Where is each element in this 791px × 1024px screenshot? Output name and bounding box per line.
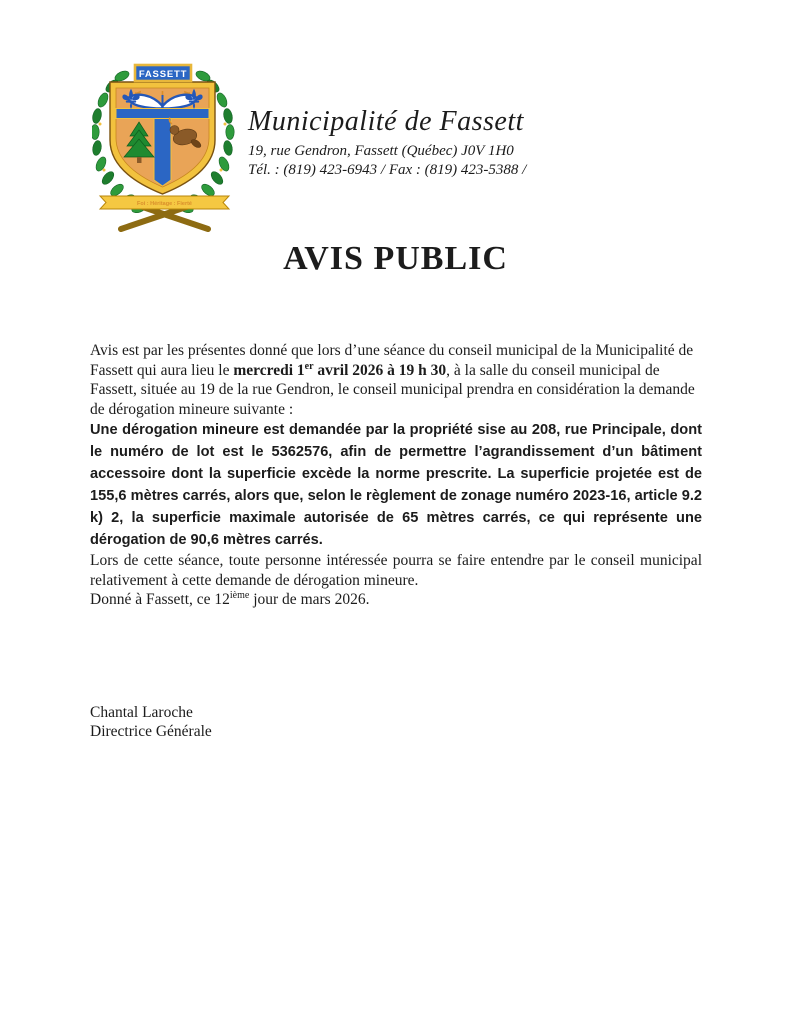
letterhead <box>248 106 526 180</box>
dateline-text-1: Donné à Fassett, ce 12 <box>90 591 230 608</box>
meeting-time-bold: avril 2026 à 19 h 30 <box>313 361 447 379</box>
municipal-crest <box>92 60 237 238</box>
dateline-text-2: jour de mars 2026. <box>249 591 370 608</box>
crest-graphic <box>92 60 237 238</box>
meeting-date-bold: mercredi 1 <box>233 361 305 379</box>
dateline-paragraph <box>90 590 702 610</box>
notice-body <box>90 341 702 742</box>
page-title: AVIS PUBLIC <box>283 240 508 277</box>
crest-banner-text: FASSETT <box>138 69 188 80</box>
audience-paragraph: Lors de cette séance, toute personne intéressée pourra se faire entendre par le conseil municipal relativement à cette demande de dérogation mineure. <box>90 552 702 589</box>
organization-phone-fax: Tél. : (819) 423-6943 / Fax : (819) 423-5388 / <box>248 162 527 178</box>
dateline-superscript: ième <box>229 589 250 601</box>
intro-text-1: Avis est par les présentes donné que lors d’une séance du conseil municipal de la Municipalité de Fassett qui aura lieu le <box>90 342 694 379</box>
motto-ribbon <box>100 196 229 209</box>
ordinal-superscript: er <box>304 360 314 372</box>
derogation-paragraph: Une dérogation mineure est demandée par la propriété sise au 208, rue Principale, dont le numéro de lot est le 5362576, afin de permettre l’agrandissement d’un bâtiment accessoire dont la superficie excède la norme prescrite. La superficie projetée est de 155,6 mètres carrés, alors que, selon le règlement de zonage numéro 2023-16, article 9.2 k) 2, la superficie maximale autorisée de 65 mètres carrés, ce qui représente une dérogation de 90,6 mètres carrés. <box>90 422 702 548</box>
intro-text-2: , à la salle du conseil municipal de Fassett, située au 19 de la rue Gendron, le conseil municipal prendra en considération la demande de dérogation mineure suivante : <box>90 361 695 418</box>
signatory-name: Chantal Laroche <box>90 703 193 721</box>
intro-paragraph <box>90 341 702 419</box>
signatory-role: Directrice Générale <box>90 723 212 740</box>
fassett-banner <box>135 65 191 81</box>
organization-address: 19, rue Gendron, Fassett (Québec) J0V 1H0 <box>248 143 514 159</box>
organization-name: Municipalité de Fassett <box>248 106 524 137</box>
signature-block <box>90 703 702 742</box>
crest-motto: Foi : Héritage : Fierté <box>136 201 193 207</box>
